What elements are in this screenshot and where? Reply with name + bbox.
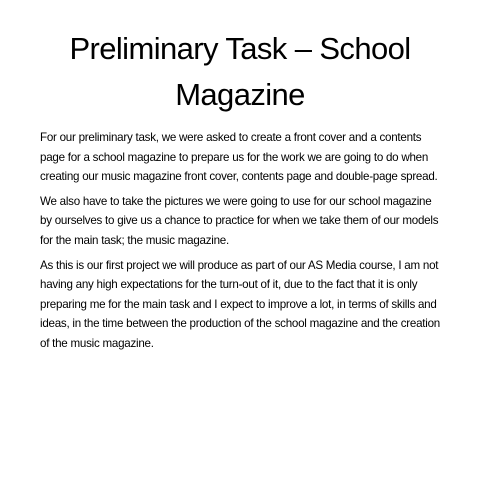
paragraph-pictures: We also have to take the pictures we were going to use for our school magazine by ourselves to give us a chance to practice for when we take them of our models for the main task; the music magazine. [40,194,439,247]
paragraph-expectations: As this is our first project we will produce as part of our AS Media course, I am not having any high expectations for the turn-out of it, due to the fact that it is only preparing me for the main task and I expect to improve a lot, in terms of skills and ideas, in the time between the production of the school magazine and the creation of the music magazine. [40,258,440,350]
paragraph-task-description: For our preliminary task, we were asked to create a front cover and a contents page for a school magazine to prepare us for the work we are going to do when creating our music magazine front cover, contents page and double-page spread. [40,131,438,184]
slide-body [40,128,442,359]
slide-title: Preliminary Task – School Magazine [69,31,411,112]
